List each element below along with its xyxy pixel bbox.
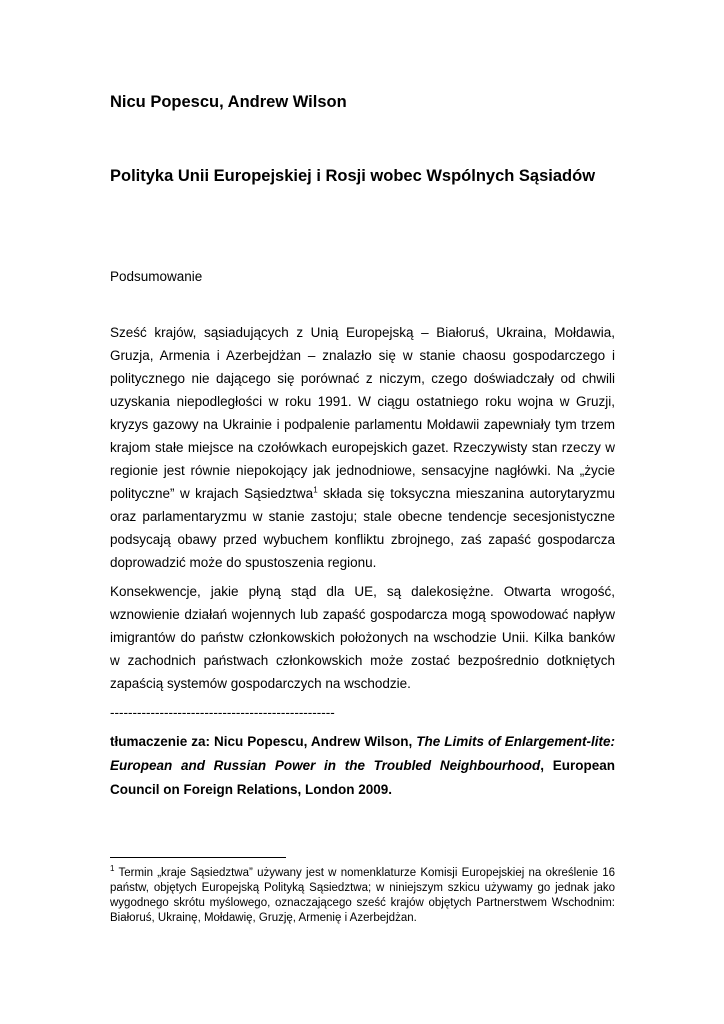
source-citation	[110, 730, 615, 802]
footnote	[110, 866, 615, 926]
source-prefix: tłumaczenie za: Nicu Popescu, Andrew Wilson,	[110, 734, 417, 749]
section-heading: Podsumowanie	[110, 269, 203, 284]
footnote-mark: 1	[110, 864, 115, 874]
footnote-reference[interactable]: 1	[313, 485, 318, 495]
authors: Nicu Popescu, Andrew Wilson	[110, 93, 347, 111]
source-title: The Limits of Enlargement-lite: European and Russian Power in the Troubled Neighbourhood	[110, 734, 615, 773]
footnote-divider	[110, 857, 286, 858]
paragraph-1	[110, 321, 615, 574]
paragraph-1-text-a: Sześć krajów, sąsiadujących z Unią Europejską – Białoruś, Ukraina, Mołdawia, Gruzja, Armenia i Azerbejdżan – znalazło się w stanie chaosu gospodarczego i politycznego nie dającego się porównać z niczym, czego doświadczały od chwili uzyskania niepodległości w roku 1991. W ciągu ostatniego roku wojna w Gruzji, kryzys gazowy na Ukrainie i podpalenie parlamentu Mołdawii zapewniały tym trzem krajom stałe miejsce na czołówkach europejskich gazet. Rzeczywisty stan rzeczy w regionie jest równie niepokojący jak jednodniowe, sensacyjne nagłówki. Na „życie polityczne” w krajach Sąsiedztwa	[110, 325, 615, 501]
paragraph-2: Konsekwencje, jakie płyną stąd dla UE, są dalekosiężne. Otwarta wrogość, wznowienie działań wojennych lub zapaść gospodarcza mogą spowodować napływ imigrantów do państw członkowskich położonych na wschodzie Unii. Kilka banków w zachodnich państwach członkowskich może zostać bezpośrednio dotkniętych zapaścią systemów gospodarczych na wschodzie.	[110, 584, 615, 691]
separator-line: --------------------------------------------------	[110, 705, 335, 720]
body-text	[110, 321, 615, 808]
source-suffix: , European Council on Foreign Relations, London 2009.	[110, 758, 615, 797]
document-title: Polityka Unii Europejskiej i Rosji wobec Wspólnych Sąsiadów	[110, 167, 596, 185]
paragraph-1-text-b: składa się toksyczna mieszanina autorytaryzmu oraz parlamentaryzmu w stanie zastoju; stale obecne tendencje secesjonistyczne podsycają obawy przed wybuchem konfliktu zbrojnego, zaś zapaść gospodarcza doprowadzić może do spustoszenia regionu.	[110, 486, 615, 570]
footnote-text: Termin „kraje Sąsiedztwa” używany jest w nomenklaturze Komisji Europejskiej na określenie 16 państw, objętych Europejską Polityką Sąsiedztwa; w niniejszym szkicu używamy go jednak jako wygodnego skrótu myślowego, oznaczającego sześć krajów objętych Partnerstwem Wschodnim: Białoruś, Ukrainę, Mołdawię, Gruzję, Armenię i Azerbejdżan.	[110, 867, 615, 924]
